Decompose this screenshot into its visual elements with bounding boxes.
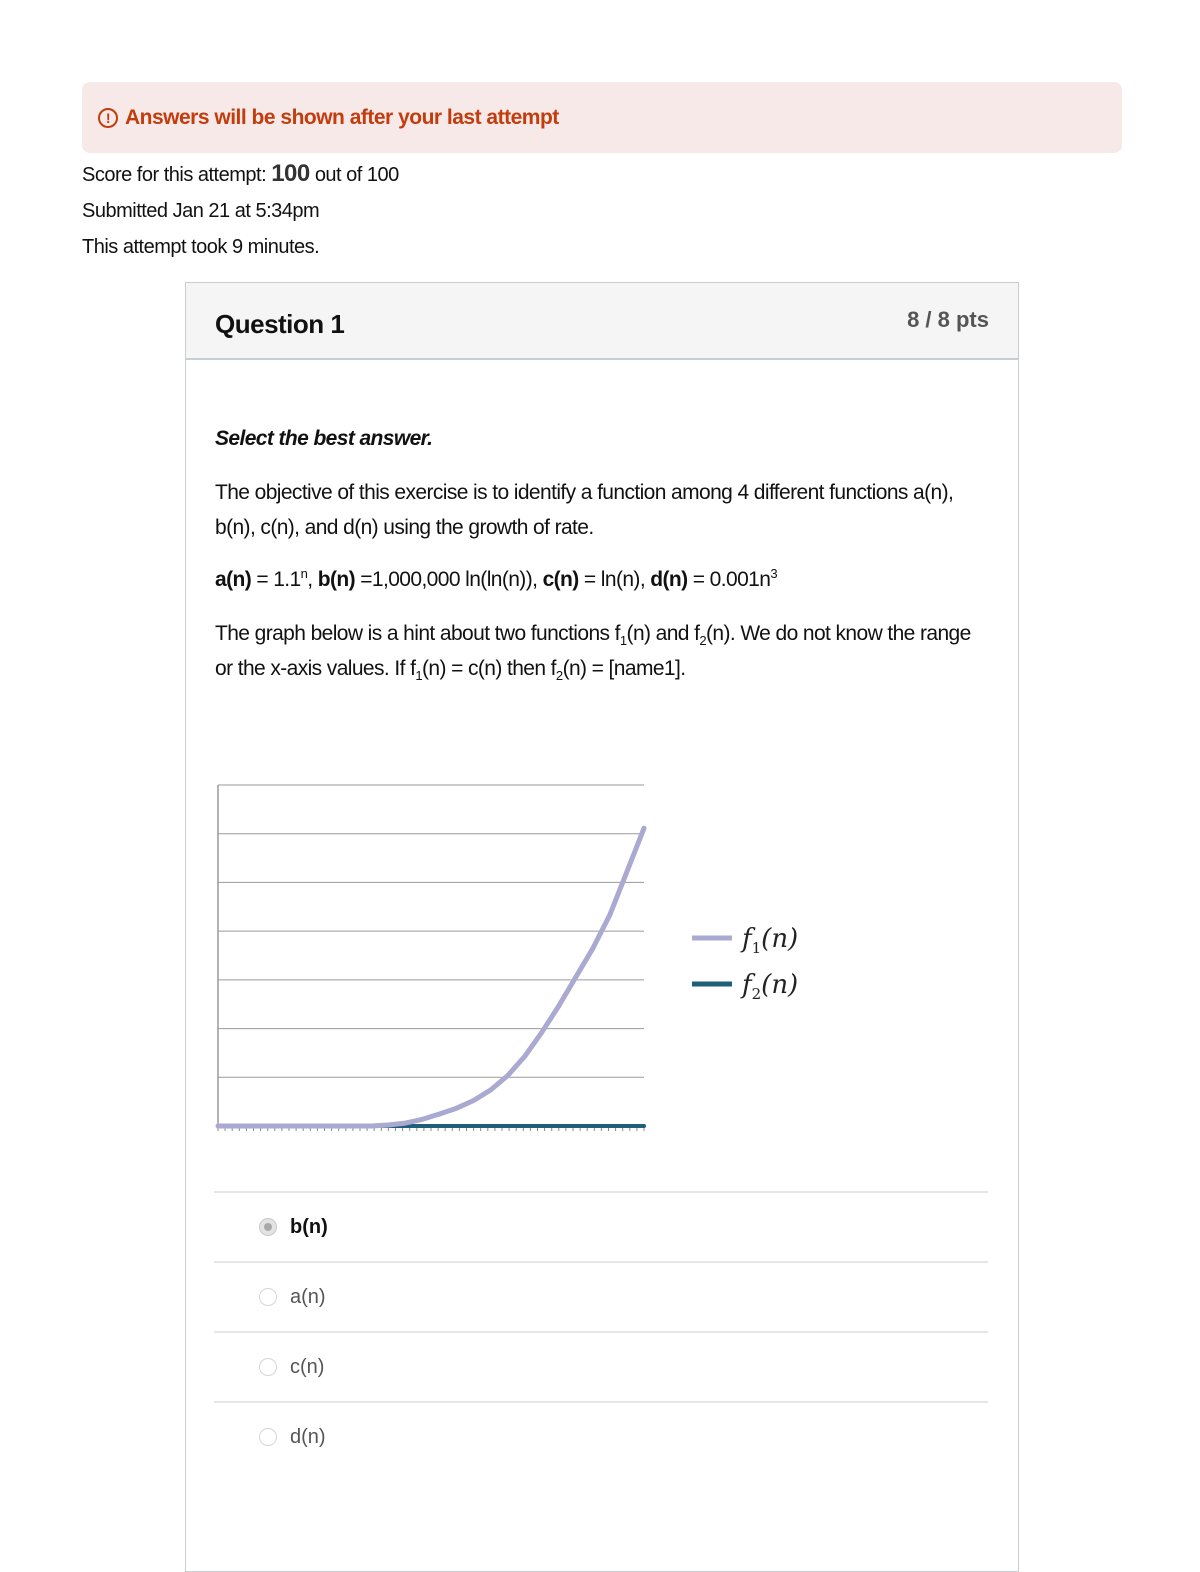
question-hint [215,616,985,686]
hint-part-5: (n) = [name1]. [562,657,686,680]
hint-part-4: (n) = c(n) then f [421,657,556,680]
answer-radio[interactable] [259,1288,277,1306]
formula-d-exp: 3 [770,566,777,581]
answer-option[interactable] [214,1401,988,1471]
formula-a-expr: = 1.1 [251,568,301,591]
chart-legend [692,924,798,1003]
formula-c-expr: = ln(n), [578,568,651,591]
hint-sub-3: 1 [415,668,422,684]
submitted-time: Submitted Jan 21 at 5:34pm [82,200,320,222]
hint-part-1: The graph below is a hint about two functions f [215,622,620,645]
legend-label: $f_1(n)$ [742,924,799,957]
series-line [218,828,644,1126]
question-title: Question 1 [215,309,345,339]
answer-radio[interactable] [259,1428,277,1446]
info-icon: ! [98,108,118,128]
answer-option[interactable] [214,1191,988,1261]
answer-label: c(n) [290,1356,325,1378]
hint-sub-4: 2 [555,668,563,684]
answer-option[interactable] [214,1331,988,1401]
answer-radio[interactable] [259,1218,277,1236]
chart-series [218,828,644,1126]
question-formula: $a(n) = 1.1^n$, b(n) =1,000,000 ln(ln(n)), c(n) = ln(n), $d(n) = 0.001n^3$ [215,566,777,591]
hint-sub-1: 1 [619,633,627,649]
question-points: 8 / 8 pts [907,307,989,332]
hint-sub-2: 2 [699,633,706,649]
formula-a-exp: n [300,566,308,581]
attempt-notice-banner [82,82,1122,153]
formula-d-label: d(n) [650,568,688,591]
answer-label: d(n) [290,1426,326,1448]
formula-b-expr: =1,000,000 ln(ln(n)), [355,568,543,591]
formula-d-expr: = 0.001n [687,568,771,591]
hint-chart [212,756,852,1146]
answer-radio[interactable] [259,1358,277,1376]
score-prefix: Score for this attempt: [82,164,267,186]
answer-label: b(n) [290,1216,328,1238]
question-header [186,283,1018,360]
chart-grid [218,785,644,1126]
answer-label: a(n) [290,1286,326,1308]
attempt-notice-text: Answers will be shown after your last attempt [125,105,559,129]
hint-part-3: (n). We do not know the range or the x-axis values. If f [215,622,971,680]
answer-option[interactable] [214,1261,988,1331]
score-line [82,160,399,188]
legend-label: $f_2(n)$ [742,970,799,1003]
question-objective: The objective of this exercise is to identify a function among 4 different functions a(n), b(n), c(n), and d(n) using the growth of rate. [215,481,954,539]
score-value: 100 [271,160,310,187]
formula-c-label: c(n) [542,568,579,591]
formula-b-label: b(n) [317,568,355,591]
answer-list [214,1191,988,1471]
formula-a-label: a(n) [215,568,252,591]
hint-part-2: (n) and f [626,622,700,645]
question-instruction: Select the best answer. [215,427,433,450]
attempt-duration: This attempt took 9 minutes. [82,236,320,258]
score-suffix: out of 100 [314,164,399,186]
